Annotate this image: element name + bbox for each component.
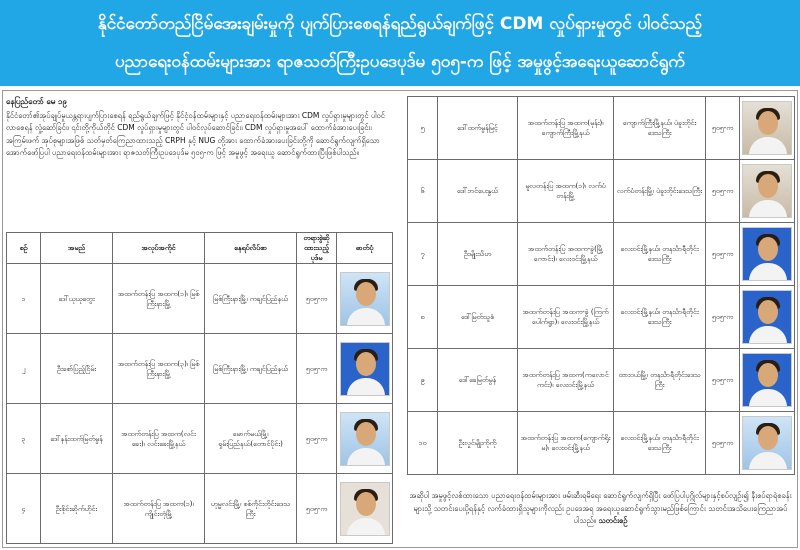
table-header-row: [7, 233, 393, 264]
cell-address: လက်ပံတန်းမြို့၊ ပဲခူးတိုင်းဒေသကြီး: [614, 160, 706, 223]
cell-no: ၈: [408, 286, 438, 349]
cell-photo: [740, 286, 795, 349]
cell-section: ၅၀၅-က: [706, 286, 740, 349]
person-photo: [742, 353, 792, 407]
cell-job: အထက်တန်းပြ အထက(မုန်း)၊ ကျောက်ကြီးမြို့နယ်: [518, 97, 614, 160]
cell-no: ၇: [408, 223, 438, 286]
article-intro: [6, 96, 392, 160]
cell-photo: [740, 160, 795, 223]
cell-address: မြစ်ကြီးနားမြို့၊ ကချင်ပြည်နယ်: [205, 264, 297, 334]
person-photo: [340, 482, 390, 536]
cell-name: ဒေါ်ယုယုတွေး: [41, 264, 113, 334]
table-row: [408, 286, 795, 349]
cell-name: ဒေါ်ထက်မွန်မြင့်: [438, 97, 518, 160]
person-photo: [742, 416, 792, 470]
cell-job: အထက်တန်းပြ အထက(လင်းခေး)၊ လင်းခေးမြို့နယ်: [113, 404, 205, 474]
cell-photo: [337, 404, 393, 474]
person-photo: [742, 227, 792, 281]
cell-section: ၅၀၅-က: [706, 223, 740, 286]
cell-address: ဟုမ္မလင်းမြို့၊ စစ်ကိုင်းတိုင်းဒေသကြီး: [205, 474, 297, 544]
cell-section: ၅၀၅-က: [706, 349, 740, 412]
table-row: [408, 412, 795, 475]
defendants-table-right: [407, 96, 795, 475]
headline-line-2: ပညာရေးဝန်ထမ်းများအား ရာဇသတ်ကြီးဥပဒေပုဒ်မ ၅၀၅-က ဖြင့် အမှုဖွင့်အရေးယူဆောင်ရွက်: [114, 52, 686, 72]
person-photo: [340, 412, 390, 466]
cell-photo: [337, 264, 393, 334]
intro-paragraph: နိုင်ငံတော်၏အုပ်ချုပ်မှုယန္တရားပျက်ပြားစေရန် ရည်ရွယ်ချက်ဖြင့် နိုင်ငံ့ဝန်ထမ်းများနှင့် ပညာရေးဝန်ထမ်းများအား CDM လှုပ်ရှားမှုများတွင် ပါဝင်လာစေရန် လှုံ့ဆော်ခြင်း၊ ၎င်းတို့ကိုယ်တိုင် CDM လှုပ်ရှားမှုများတွင် ပါဝင်လုပ်ဆောင်ခြင်း၊ CDM လှုပ်ရှားမှုအပေါ် ထောက်ခံအားပေးခြင်း၊ အကြမ်းဖက် အုပ်စုများအဖြစ် သတ်မှတ်ကြေညာထားသည့် CRPH နှင့် NUG တို့အား ထောက်ခံအားပေးခြင်းတို့ကို ဆောင်ရွက်လျက်ရှိသော အောက်ဖော်ပြပါ ပညာရေးဝန်ထမ်းများအား ရာဇသတ်ကြီးဥပဒေပုဒ်မ ၅၀၅-က ဖြင့် အမှုဖွင့် အရေးယူ ဆောင်ရွက်ထားပြီးဖြစ်ပါသည်။: [6, 110, 385, 157]
header-address: နေရပ်လိပ်စာ: [205, 233, 297, 264]
cell-address: လေးဝင်းမြို့နယ်၊ တနင်္သာရီတိုင်းဒေသကြီး: [614, 223, 706, 286]
defendants-table-left: [6, 232, 393, 544]
cell-photo: [337, 334, 393, 404]
table-row: [7, 404, 393, 474]
table-row: [408, 97, 795, 160]
person-photo: [742, 101, 792, 155]
header-job: အလုပ်အကိုင်: [113, 233, 205, 264]
cell-job: မူလတန်းပြ အထက(၁)၊ လက်ပံတန်းမြို့: [518, 160, 614, 223]
footnote-paragraph: အဆိုပါ အမှုဖွင့်လစ်ထားသော ပညာရေးဝန်ထမ်းများအား ဖမ်းဆီးရမိရေး ဆောင်ရွက်လျက်ရှိပြီး ဖော်ပြပါပုဂ္ဂိုလ်များနှင့်စပ်လျဉ်း၍ နီးစပ်ရာရဲစခန်းများသို့ သတင်းပေးပို့ရန်နှင့် လက်ခံထားရှိသူများကိုလည်း ဥပဒေအရ အရေးယူဆောင်ရွက်သွားမည်ဖြစ်ကြောင်း သတင်းအသိပေးကြေညာအပ်ပါသည်။: [409, 491, 792, 525]
cell-job: အထက်တန်းပြ အထက(ကျောက်ရိုးမ)၊ လေးဝင်းမြို့နယ်: [518, 412, 614, 475]
headline-banner: [0, 0, 800, 86]
cell-section: ၅၀၅-က: [706, 412, 740, 475]
cell-job: အထက်တန်းပြ အထက-ခွဲ (ကြက်ပေါက်ရွာ)၊ လေးဝင်းမြို့နယ်: [518, 286, 614, 349]
cell-no: ၂: [7, 334, 41, 404]
table-row: [408, 160, 795, 223]
cell-section: ၅၀၅-က: [297, 334, 337, 404]
news-signature: သတင်းစဉ်: [598, 516, 628, 525]
article-footnote: [407, 490, 794, 528]
cell-section: ၅၀၅-က: [297, 264, 337, 334]
cell-job: အထက်တန်းပြ အထက(၁)၊ ကျိုင်းတုံမြို့: [113, 474, 205, 544]
cell-no: ၁: [7, 264, 41, 334]
cell-no: ၃: [7, 404, 41, 474]
cell-address: မြစ်ကြီးနားမြို့၊ ကချင်ပြည်နယ်: [205, 334, 297, 404]
cell-job: အထက်တန်းပြ အထက-ခွဲ(မြို့ကောင်း)၊ လေးဝင်းမြို့နယ်: [518, 223, 614, 286]
cell-no: ၅: [408, 97, 438, 160]
cell-no: ၉: [408, 349, 438, 412]
cell-name: ဦးလှုင်မျိုးကိုကို: [438, 412, 518, 475]
table-row: [7, 334, 393, 404]
table-row: [7, 264, 393, 334]
cell-job: အထက်တန်းပြ အထက(ကလောင်ကင်း)၊ လေးဝင်းမြို့နယ်: [518, 349, 614, 412]
cell-address: ကျောက်ကြီးမြို့နယ်၊ ပဲခူးတိုင်းဒေသကြီး: [614, 97, 706, 160]
cell-address: လေးဝင်းမြို့နယ်၊ တနင်္သာရီတိုင်းဒေသကြီး: [614, 412, 706, 475]
cell-section: ၅၀၅-က: [706, 160, 740, 223]
person-photo: [742, 164, 792, 218]
header-section: တရားစွဲဆိုထားသည့်ပုဒ်မ: [297, 233, 337, 264]
cell-no: ၆: [408, 160, 438, 223]
cell-no: ၁၀: [408, 412, 438, 475]
cell-no: ၄: [7, 474, 41, 544]
table-row: [7, 474, 393, 544]
header-name: အမည်: [41, 233, 113, 264]
cell-photo: [740, 349, 795, 412]
person-photo: [340, 342, 390, 396]
dateline: နေပြည်တော် မေ ၁၉: [6, 97, 68, 106]
cell-job: အထက်တန်းပြ အထက(၃)၊ မြစ်ကြီးနားမြို့: [113, 334, 205, 404]
cell-photo: [337, 474, 393, 544]
person-photo: [742, 290, 792, 344]
cell-address: လေးဝင်းမြို့နယ်၊ တနင်္သာရီတိုင်းဒေသကြီး: [614, 286, 706, 349]
cell-name: ဒေါ်ခေမြတ်မွန်: [438, 349, 518, 412]
cell-photo: [740, 412, 795, 475]
cell-name: ဦးမျိုးသိဟ: [438, 223, 518, 286]
cell-name: ဦးစော်ပြည့်ငြိမ်း: [41, 334, 113, 404]
cell-name: ဒေါ်ဘင်ပေးနွယ်: [438, 160, 518, 223]
cell-job: အထက်တန်းပြ အထက(၁)၊ မြစ်ကြီးနားမြို့: [113, 264, 205, 334]
cell-name: ဦးစိုင်းဆိုက်ဟိုင်း: [41, 474, 113, 544]
table-row: [408, 223, 795, 286]
person-photo: [340, 272, 390, 326]
cell-photo: [740, 223, 795, 286]
cell-address: ထားဝယ်မြို့၊ တနင်္သာရီတိုင်းဒေသကြီး: [614, 349, 706, 412]
cell-section: ၅၀၅-က: [706, 97, 740, 160]
cell-name: ဒေါ်မြတ်သူစံ: [438, 286, 518, 349]
header-no: စဉ်: [7, 233, 41, 264]
cell-name: ဒေါ်နန်းထက်မြတ်မွန်: [41, 404, 113, 474]
header-photo: ဓာတ်ပုံ: [337, 233, 393, 264]
cell-section: ၅၀၅-က: [297, 474, 337, 544]
cell-photo: [740, 97, 795, 160]
cell-section: ၅၀၅-က: [297, 404, 337, 474]
headline-line-1: နိုင်ငံတော်တည်ငြိမ်အေးချမ်းမှုကို ပျက်ပြားစေရန်ရည်ရွယ်ချက်ဖြင့် CDM လှုပ်ရှားမှုတွင် ပါဝင်သည့်: [97, 14, 703, 34]
cell-address: မောက်မယ်မြို့၊ ရှမ်းပြည်နယ်(တောင်ပိုင်း): [205, 404, 297, 474]
table-row: [408, 349, 795, 412]
